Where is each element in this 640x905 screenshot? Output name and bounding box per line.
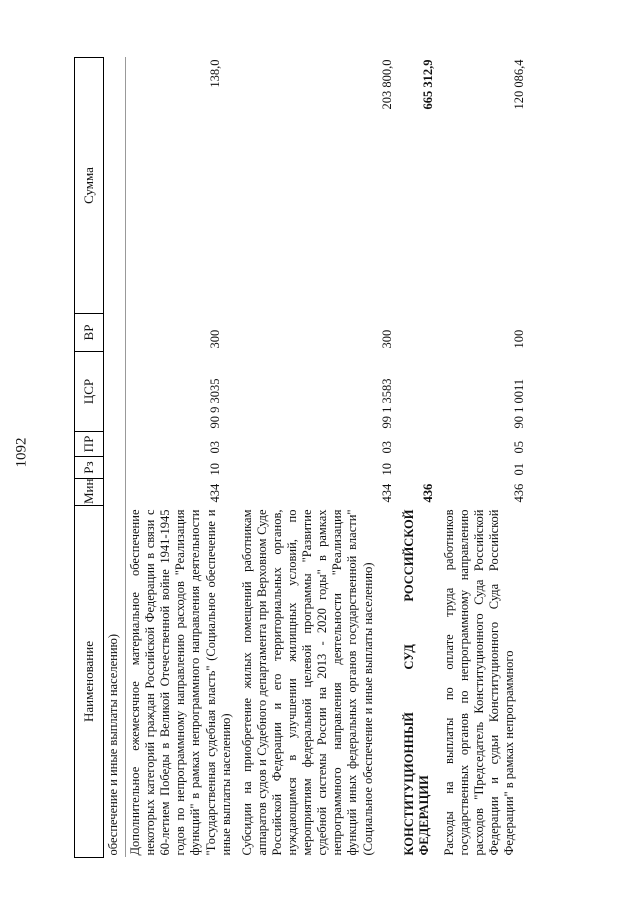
table-row [104, 58, 126, 858]
cell-rz [399, 457, 440, 479]
cell-pr: 05 [511, 441, 526, 454]
cell-rz: 01 [511, 463, 526, 476]
cell-csr: 90 1 0011 [511, 378, 526, 429]
cell-name: Расходы на выплаты по оплате труда работников государственных органов по непрограммному направлению расходов "Председатель Конституционного Суда Российской Федерации и судьи Конституционного Суда Российской Федерации" в рамках непрограммного [441, 509, 517, 856]
page-number: 1092 [13, 437, 30, 468]
header-csr: ЦСР [75, 352, 104, 432]
cell-vr: 300 [379, 329, 394, 349]
cell-csr [104, 352, 126, 432]
cell-csr: 90 9 3035 [208, 378, 223, 429]
cell-rz [104, 457, 126, 479]
cell-sum: 138,0 [208, 59, 223, 88]
table-row [126, 58, 238, 858]
cell-vr [399, 314, 440, 352]
cell-pr: 03 [379, 441, 394, 454]
cell-vr: 300 [208, 329, 223, 349]
header-pr: ПР [75, 432, 104, 457]
cell-rz: 10 [379, 463, 394, 476]
cell-sum: 665 312,9 [420, 59, 435, 110]
table-row [399, 58, 440, 858]
header-rz: Рз [75, 457, 104, 479]
header-vr: ВР [75, 314, 104, 352]
cell-name: Дополнительное ежемесячное материальное обеспечение некоторых категорий граждан Российской Федерации в связи с 60-летием Победы в Великой Отечественной войне 1941-1945 годов по непрограммному направлению расходов "Реализация функций" в рамках непрограммного направления деятельности "Государственная судебная власть" (Социальное обеспечение и иные выплаты населению) [128, 509, 233, 856]
cell-vr [104, 314, 126, 352]
table-row [440, 58, 531, 858]
cell-sum: 203 800,0 [379, 59, 394, 110]
cell-sum [104, 58, 126, 314]
header-sum: Сумма [75, 58, 104, 314]
rotated-table-container [74, 58, 614, 858]
cell-rz: 10 [208, 463, 223, 476]
cell-name: Субсидии на приобретение жилых помещений работникам аппаратов судов и Судебного департамента при Верховном Суде Российской Федерации и его территориальных органов, нуждающимся в улучшении жилищных условий, по мероприятиям федеральной целевой программы "Развитие судебной системы России на 2013 - 2020 годы" в рамках непрограммного направления деятельности "Реализация функций иных федеральных органов государственной власти" (Социальное обеспечение и иные выплаты населению) [239, 509, 375, 856]
cell-sum: 120 086,4 [511, 59, 526, 110]
cell-min: 434 [208, 483, 223, 503]
cell-name: КОНСТИТУЦИОННЫЙ СУД РОССИЙСКОЙ ФЕДЕРАЦИИ [401, 509, 431, 856]
cell-min [104, 479, 126, 506]
cell-pr [104, 432, 126, 457]
cell-min: 436 [511, 483, 526, 503]
budget-table [74, 57, 531, 858]
cell-csr: 99 1 3583 [379, 378, 394, 429]
cell-min: 436 [420, 483, 435, 503]
page-number-container [0, 0, 44, 905]
cell-pr [399, 432, 440, 457]
cell-min: 434 [379, 483, 394, 503]
table-row [238, 58, 399, 858]
cell-pr: 03 [208, 441, 223, 454]
table-header-row [75, 58, 104, 858]
header-name: Наименование [75, 506, 104, 858]
cell-name: обеспечение и иные выплаты населению) [104, 506, 126, 858]
header-min: Мин [75, 479, 104, 506]
cell-csr [399, 352, 440, 432]
cell-vr: 100 [511, 329, 526, 349]
